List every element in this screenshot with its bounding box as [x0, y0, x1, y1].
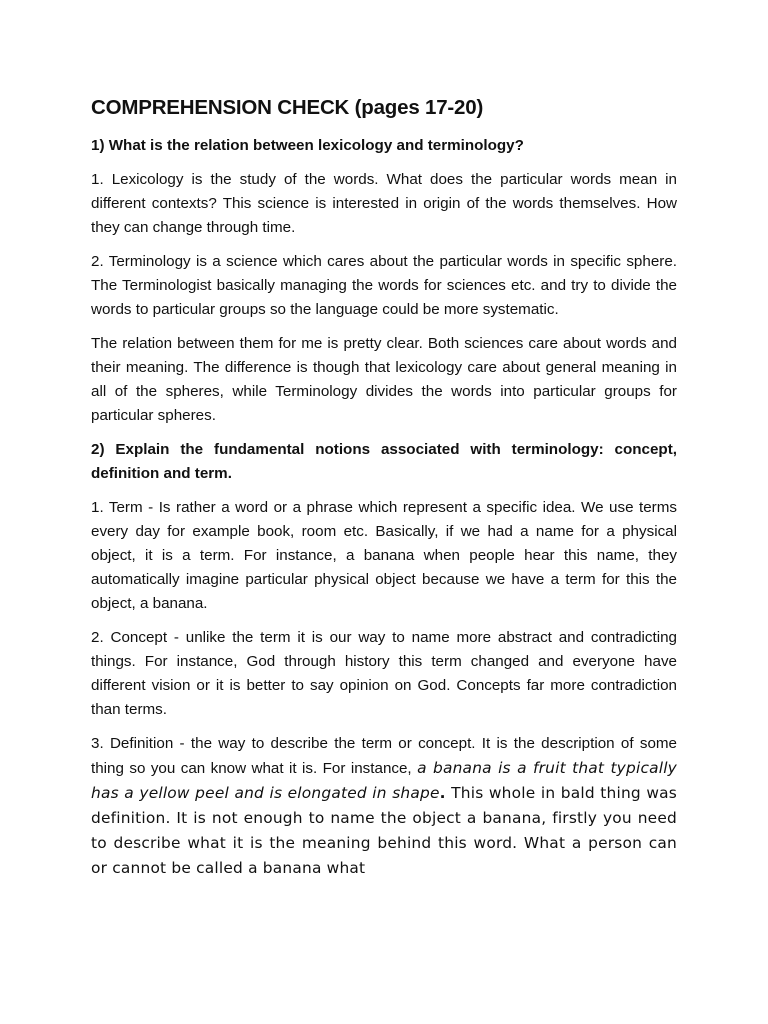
answer-2-paragraph-1: 1. Term - Is rather a word or a phrase which represent a specific idea. We use terms every day for example book, room etc. Basically, if we had a name for a physical object, it is a term. For instance, a banana when people hear this name, they automatically imagine particular physical object because we have a term for this the object, a banana. — [91, 499, 677, 612]
answer-1-paragraph-1: 1. Lexicology is the study of the words. What does the particular words mean in different contexts? This science is interested in origin of the words themselves. How they can change through time. — [91, 171, 677, 236]
question-2: 2) Explain the fundamental notions associated with terminology: concept, definition and term. — [91, 441, 677, 482]
document-title: COMPREHENSION CHECK (pages 17-20) — [91, 96, 484, 119]
answer-2-paragraph-2: 2. Concept - unlike the term it is our way to name more abstract and contradicting things. For instance, God through history this term changed and everyone have different vision or it is better to say opinion on God. Concepts far more contradiction than terms. — [91, 629, 677, 718]
question-1: 1) What is the relation between lexicology and terminology? — [91, 137, 524, 154]
answer-1-paragraph-2: 2. Terminology is a science which cares about the particular words in specific sphere. The Terminologist basically managing the words for sciences etc. and try to divide the words to particular groups so the language could be more systematic. — [91, 253, 677, 318]
quote-end-period: . — [439, 784, 446, 802]
answer-1-paragraph-3: The relation between them for me is pretty clear. Both sciences care about words and their meaning. The difference is though that lexicology care about general meaning in all of the spheres, while Terminology divides the words into particular groups for particular spheres. — [91, 335, 677, 424]
answer-2-paragraph-3 — [91, 732, 677, 881]
banana-definition-quote: a banana is a fruit that typically has a yellow peel and is elongated in shape — [91, 759, 677, 802]
definition-intro: 3. Definition - the way to describe the term or concept. It is the description of some thing so you can know what it is. For instance, — [91, 735, 677, 777]
document-body — [91, 96, 677, 891]
definition-explanation: This whole in bald thing was definition. It is not enough to name the object a banana, firstly you need to describe what it is the meaning behind this word. What a person can or cannot be called a banana what — [91, 784, 677, 877]
